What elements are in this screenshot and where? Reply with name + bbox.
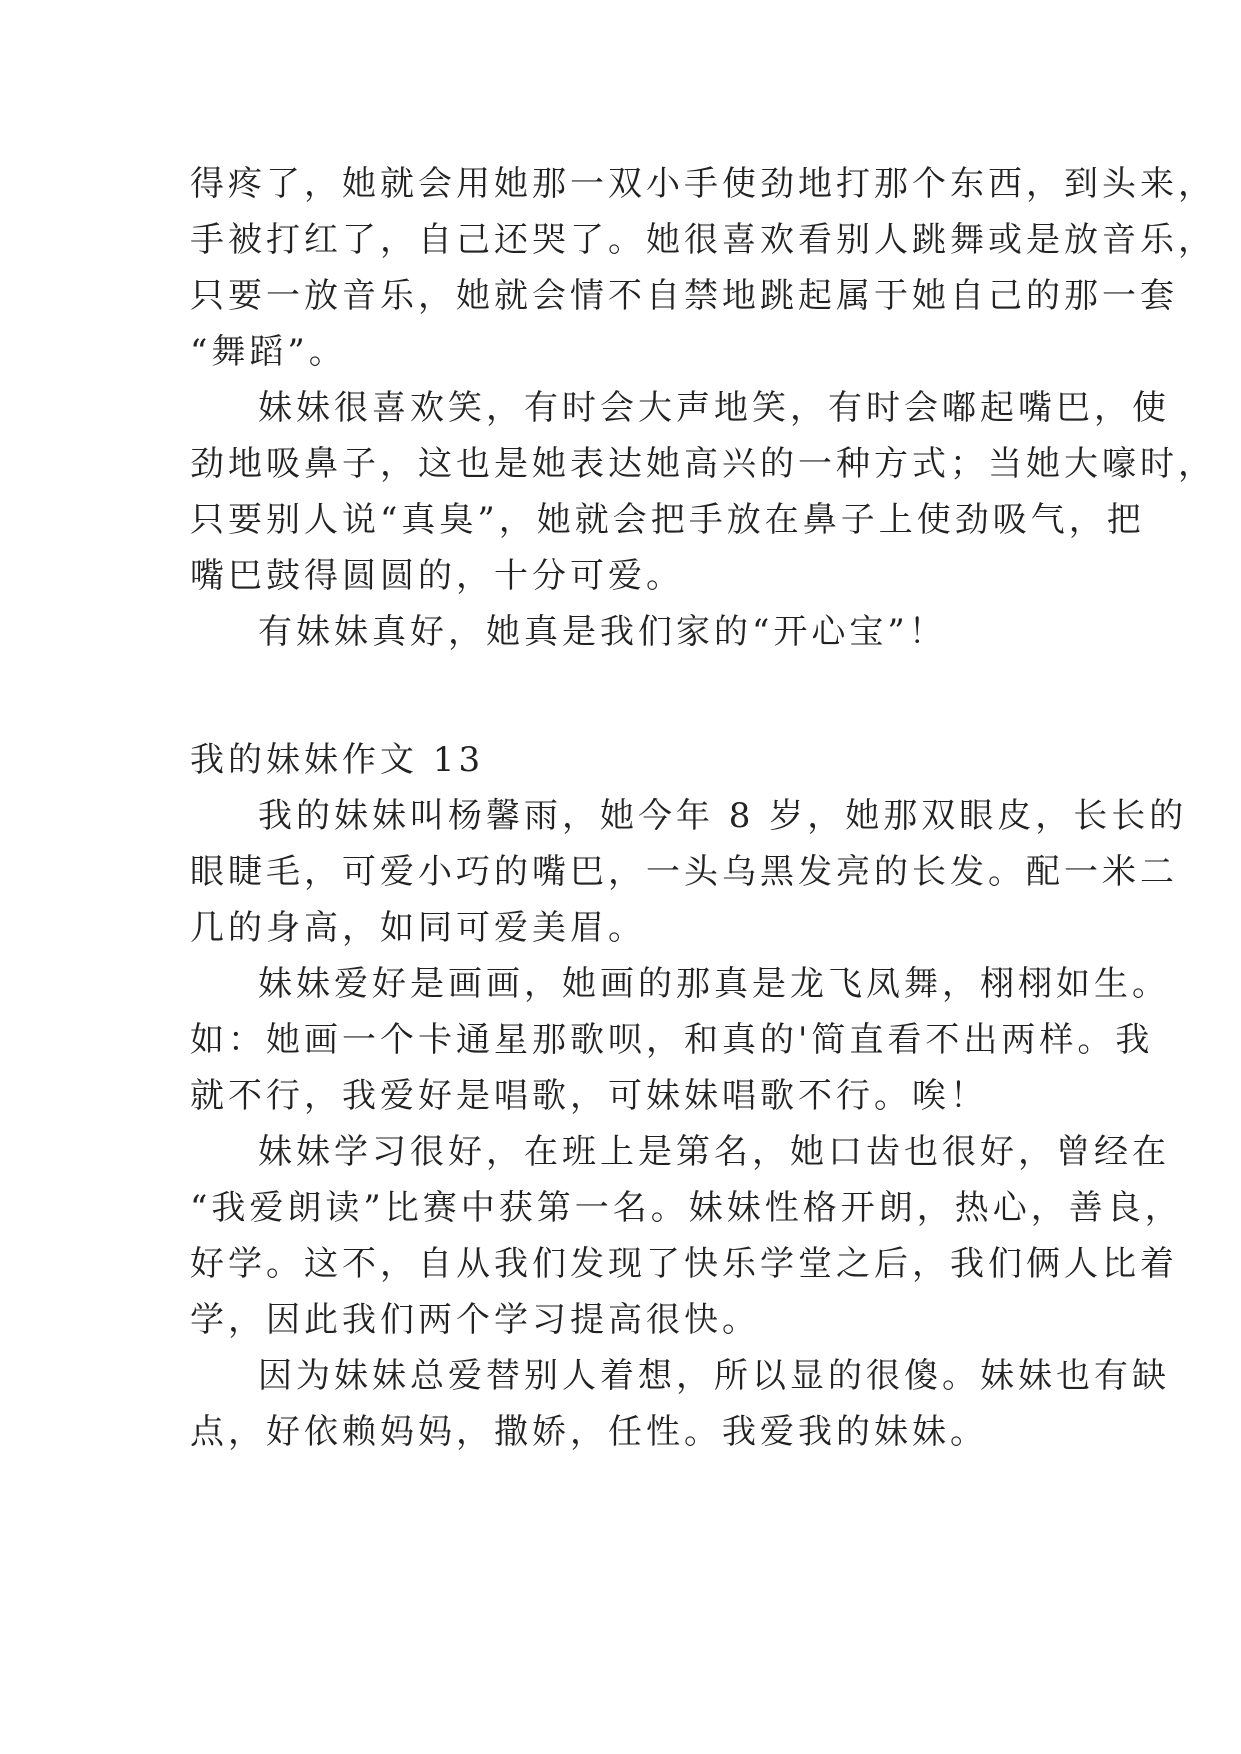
- paragraph-start-line: 我的妹妹叫杨馨雨，她今年 8 岁，她那双眼皮，长长的: [258, 796, 1188, 836]
- text-line: 只要别人说“真臭”，她就会把手放在鼻子上使劲吸气，把: [190, 500, 1145, 540]
- text-line: 如：她画一个卡通星那歌呗，和真的'简直看不出两样。我: [190, 1020, 1154, 1060]
- text-line: “我爱朗读”比赛中获第一名。妹妹性格开朗，热心，善良，: [190, 1188, 1183, 1228]
- section-heading: 我的妹妹作文 13: [190, 740, 485, 780]
- paragraph-start-line: 妹妹很喜欢笑，有时会大声地笑，有时会嘟起嘴巴，使: [258, 388, 1170, 428]
- text-line: 劲地吸鼻子，这也是她表达她高兴的一种方式；当她大嚎时，: [190, 444, 1216, 484]
- text-line: 点，好依赖妈妈，撒娇，任性。我爱我的妹妹。: [190, 1412, 988, 1452]
- paragraph-start-line: 妹妹学习很好，在班上是第名，她口齿也很好，曾经在: [258, 1132, 1170, 1172]
- text-line: 得疼了，她就会用她那一双小手使劲地打那个东西，到头来，: [190, 164, 1216, 204]
- text-line: 好学。这不，自从我们发现了快乐学堂之后，我们俩人比着: [190, 1244, 1178, 1284]
- text-line: 眼睫毛，可爱小巧的嘴巴，一头乌黑发亮的长发。配一米二: [190, 852, 1178, 892]
- text-line: 学，因此我们两个学习提高很快。: [190, 1300, 760, 1340]
- text-line: “舞蹈”。: [190, 332, 347, 372]
- text-line: 手被打红了，自己还哭了。她很喜欢看别人跳舞或是放音乐，: [190, 220, 1216, 260]
- text-line: 就不行，我爱好是唱歌，可妹妹唱歌不行。唉！: [190, 1076, 988, 1116]
- paragraph-start-line: 妹妹爱好是画画，她画的那真是龙飞凤舞，栩栩如生。: [258, 964, 1170, 1004]
- paragraph-start-line: 有妹妹真好，她真是我们家的“开心宝”！: [258, 612, 947, 652]
- text-line: 只要一放音乐，她就会情不自禁地跳起属于她自己的那一套: [190, 276, 1178, 316]
- paragraph-start-line: 因为妹妹总爱替别人着想，所以显的很傻。妹妹也有缺: [258, 1356, 1170, 1396]
- text-line: 嘴巴鼓得圆圆的，十分可爱。: [190, 556, 684, 596]
- text-line: 几的身高，如同可爱美眉。: [190, 908, 646, 948]
